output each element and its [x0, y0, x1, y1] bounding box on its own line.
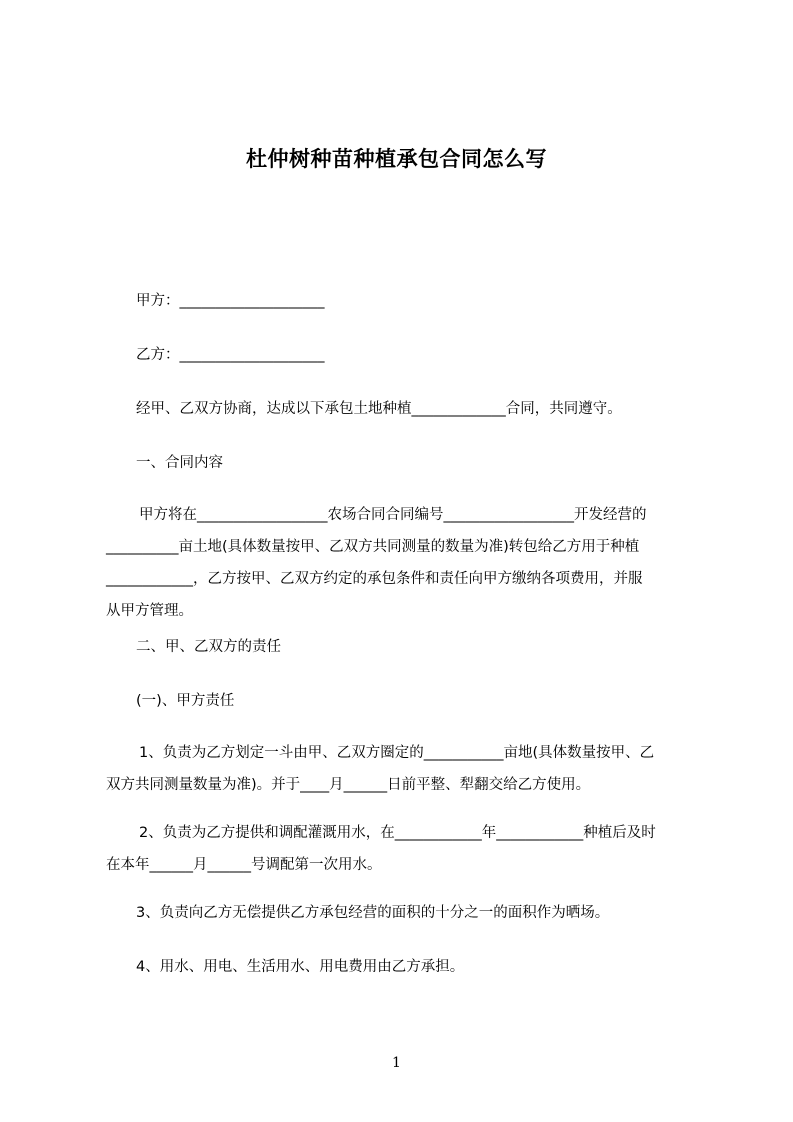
- clause-1: [106, 737, 712, 801]
- party-a-line: 甲方：____________________: [136, 293, 325, 309]
- paragraph-line: ____________，乙方按甲、乙双方约定的承包条件和责任向甲方缴纳各项费用，并服: [106, 571, 643, 587]
- section-heading-responsibilities: 二、甲、乙双方的责任: [136, 639, 281, 655]
- agreement-intro: 经甲、乙双方协商，达成以下承包土地种植_____________合同，共同遵守。: [136, 401, 622, 417]
- party-b-line: 乙方：____________________: [136, 347, 325, 363]
- contract-content-paragraph: [106, 499, 712, 627]
- paragraph-line: 甲方将在__________________农场合同合同编号__________________开发经营的: [139, 507, 647, 523]
- page-number: 1: [392, 1055, 401, 1071]
- paragraph-line: __________亩土地(具体数量按甲、乙双方共同测量的数量为准)转包给乙方用于种植: [106, 539, 640, 555]
- paragraph-line: 在本年______月______号调配第一次用水。: [106, 857, 382, 873]
- subsection-heading-party-a: (一)、甲方责任: [136, 693, 235, 709]
- clause-3: 3、负责向乙方无偿提供乙方承包经营的面积的十分之一的面积作为晒场。: [136, 905, 610, 921]
- paragraph-line: 1、负责为乙方划定一斗由甲、乙双方圈定的___________亩地(具体数量按甲、乙: [139, 745, 655, 761]
- clause-4: 4、用水、用电、生活用水、用电费用由乙方承担。: [136, 959, 465, 975]
- section-heading-contract-content: 一、合同内容: [136, 455, 223, 471]
- paragraph-line: 双方共同测量数量为准)。并于____月______日前平整、犁翻交给乙方使用。: [106, 777, 591, 793]
- clause-2: [106, 817, 712, 881]
- document-title: 杜仲树种苗种植承包合同怎么写: [246, 147, 547, 171]
- paragraph-line: 从甲方管理。: [106, 603, 193, 619]
- paragraph-line: 2、负责为乙方提供和调配灌溉用水，在____________年____________种植后及时: [139, 825, 656, 841]
